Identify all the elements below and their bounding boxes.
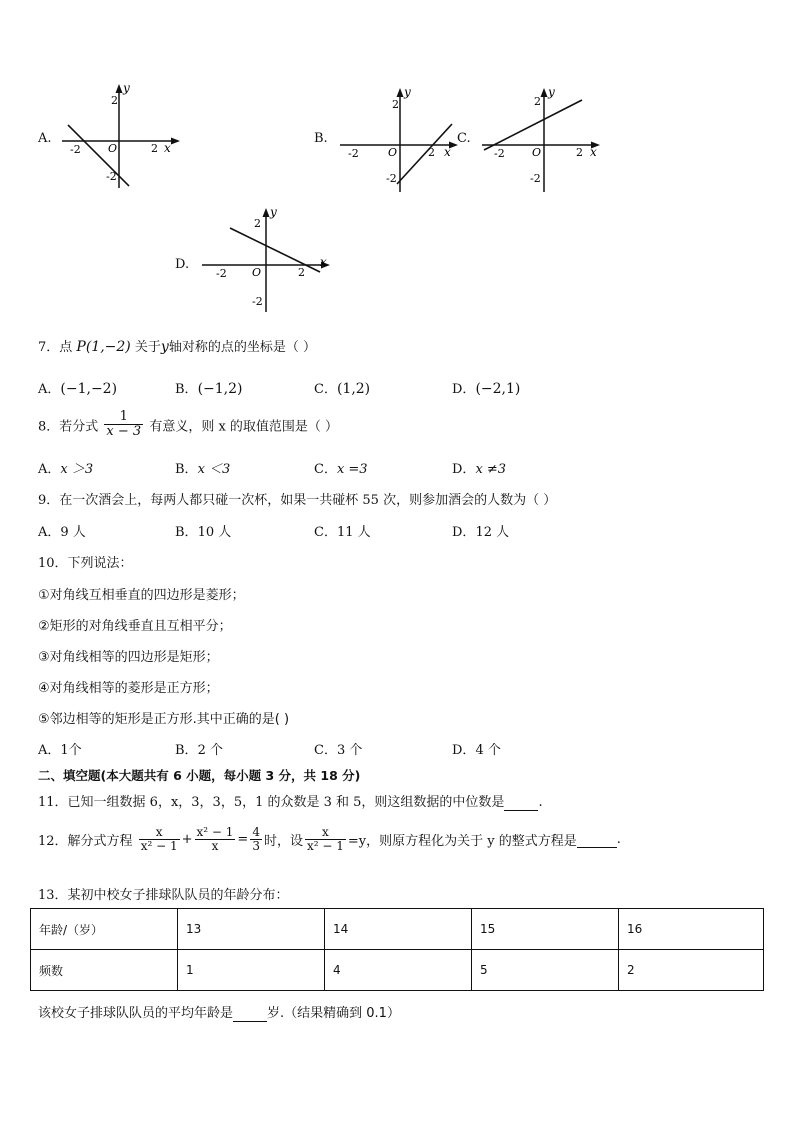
- q12-frac-1: $\frac{x}{\text{x² − 1}}$: [140, 825, 178, 854]
- q10-option-b[interactable]: B．2 个: [175, 743, 223, 758]
- tick-x-pos: 2: [576, 146, 583, 159]
- axis-y-label: y: [548, 85, 555, 99]
- question-13-title: 13．某初中校女子排球队队员的年龄分布：: [38, 888, 289, 903]
- q12-answer-blank[interactable]: [577, 832, 617, 848]
- section-2-title: 二、填空题(本大题共有 6 小题，每小题 3 分，共 18 分): [38, 768, 361, 783]
- question-11: [38, 791, 543, 811]
- q7-option-c[interactable]: C．(1,2): [314, 381, 371, 397]
- tick-y-neg: -2: [386, 172, 397, 185]
- table-cell: 2: [619, 950, 764, 991]
- table-cell: 15: [472, 909, 619, 950]
- tick-y-pos: 2: [534, 95, 541, 108]
- table-row: [31, 950, 764, 991]
- q12-frac-2: $\frac{\text{x² − 1}}{x}$: [196, 825, 234, 854]
- q8-option-d[interactable]: D．x ≠3: [452, 462, 507, 477]
- q7-point: P(1,−2): [76, 339, 131, 355]
- q10-item-2: ②矩形的对角线垂直且互相平分；: [38, 619, 232, 634]
- tick-x-pos: 2: [151, 142, 158, 155]
- table-cell: 5: [472, 950, 619, 991]
- q8-fraction: [104, 410, 143, 440]
- q9-option-d[interactable]: D．12 人: [452, 525, 510, 540]
- tick-y-pos: 2: [111, 94, 118, 107]
- origin-label: O: [532, 146, 542, 159]
- table-cell: 4: [325, 950, 472, 991]
- q8-option-c[interactable]: C．x =3: [314, 462, 368, 477]
- question-13-answer: 该校女子排球队队员的平均年龄是 岁.（结果精确到 0.1）: [38, 1006, 400, 1021]
- q9-option-b[interactable]: B．10 人: [175, 525, 232, 540]
- q7-mid: 关于: [134, 340, 161, 355]
- q11-end: .: [538, 795, 543, 810]
- graph-d: [202, 204, 334, 316]
- origin-label: O: [108, 142, 118, 155]
- question-10-title: 10．下列说法：: [38, 556, 133, 571]
- q12-frac-3: $\frac{4}{3}$: [252, 825, 260, 854]
- axis-x-label: x: [320, 255, 327, 269]
- q10-item-5: ⑤邻边相等的矩形是正方形.其中正确的是( ): [38, 712, 290, 727]
- axis-y-label: y: [270, 205, 277, 219]
- origin-label: O: [388, 146, 398, 159]
- q8-option-a[interactable]: A．x ＞3: [38, 462, 94, 477]
- table-row: [31, 909, 764, 950]
- axis-y-label: y: [404, 85, 411, 99]
- q8-frac-num: 1: [104, 410, 143, 425]
- tick-x-neg: -2: [348, 147, 359, 160]
- q10-item-4: ④对角线相等的菱形是正方形；: [38, 681, 219, 696]
- option-d-label: D.: [175, 257, 190, 272]
- q8-option-b[interactable]: B．x ＜3: [175, 462, 231, 477]
- option-b-label: B.: [314, 131, 328, 146]
- question-7: [38, 336, 316, 355]
- q11-answer-blank[interactable]: [504, 795, 538, 811]
- q12-frac-4: $\frac{x}{\text{x² − 1}}$: [306, 825, 344, 854]
- q8-frac-den: x − 3: [106, 424, 142, 440]
- tick-x-neg: -2: [216, 267, 227, 280]
- axis-x-label: x: [590, 145, 597, 159]
- q10-option-d[interactable]: D．4 个: [452, 743, 501, 758]
- age-distribution-table: [30, 908, 764, 991]
- q7-option-b[interactable]: B．(−1,2): [175, 381, 243, 397]
- tick-y-pos: 2: [254, 217, 261, 230]
- q10-item-3: ③对角线相等的四边形是矩形；: [38, 650, 219, 665]
- tick-x-pos: 2: [298, 266, 305, 279]
- table-cell: 年龄/（岁）: [31, 909, 178, 950]
- q7-suffix: 轴对称的点的坐标是（ ）: [168, 340, 316, 355]
- tick-x-neg: -2: [70, 143, 81, 156]
- q12-mid: 时，设: [263, 834, 303, 850]
- question-8: [38, 410, 338, 440]
- tick-x-neg: -2: [494, 147, 505, 160]
- tick-y-pos: 2: [392, 98, 399, 111]
- tick-y-neg: -2: [530, 172, 541, 185]
- tick-y-neg: -2: [106, 170, 117, 183]
- q7-axis: y: [160, 339, 169, 355]
- q10-item-1: ①对角线互相垂直的四边形是菱形；: [38, 588, 245, 603]
- graph-c: [482, 84, 602, 196]
- table-cell: 频数: [31, 950, 178, 991]
- q11-text: 11．已知一组数据 6，x，3，3，5，1 的众数是 3 和 5，则这组数据的中位数是: [38, 795, 505, 810]
- q7-prefix: 7．点: [38, 340, 73, 355]
- origin-label: O: [252, 266, 262, 279]
- table-cell: 16: [619, 909, 764, 950]
- q8-suffix: 有意义，则 x 的取值范围是（ ）: [149, 419, 339, 435]
- tick-y-neg: -2: [252, 295, 263, 308]
- graph-b: [340, 84, 460, 196]
- option-a-label: A.: [38, 131, 52, 146]
- q10-option-c[interactable]: C．3 个: [314, 743, 363, 758]
- table-cell: 13: [178, 909, 325, 950]
- axis-y-label: y: [123, 81, 130, 95]
- question-9: 9．在一次酒会上，每两人都只碰一次杯，如果一共碰杯 55 次，则参加酒会的人数为（ ）: [38, 493, 557, 508]
- q12-suffix: =y，则原方程化为关于 y 的整式方程是: [347, 834, 577, 850]
- q9-option-a[interactable]: A．9 人: [38, 525, 86, 540]
- q10-option-a[interactable]: A．1个: [38, 743, 82, 758]
- q7-option-d[interactable]: D．(−2,1): [452, 381, 521, 397]
- q8-prefix: 8．若分式: [38, 419, 99, 435]
- q12-prefix: 12．解分式方程: [38, 834, 133, 850]
- q13-answer-blank[interactable]: [233, 1006, 267, 1022]
- tick-x-pos: 2: [428, 146, 435, 159]
- q7-option-a[interactable]: A．(−1,−2): [38, 381, 118, 397]
- axis-x-label: x: [444, 145, 451, 159]
- question-12: 12．解分式方程 $\frac{x}{\text{x² − 1}}$ + $\frac{\text{x² − 1}}{x}$ = $\frac{4}{3}$ 时，设 $\frac{x}{\text{x² − 1}}$ =y，则原方程化为关于 y 的整式方程是 .: [38, 825, 621, 854]
- option-c-label: C.: [457, 131, 471, 146]
- table-cell: 14: [325, 909, 472, 950]
- graph-a: [62, 80, 182, 192]
- table-cell: 1: [178, 950, 325, 991]
- axis-x-label: x: [164, 141, 171, 155]
- q9-option-c[interactable]: C．11 人: [314, 525, 371, 540]
